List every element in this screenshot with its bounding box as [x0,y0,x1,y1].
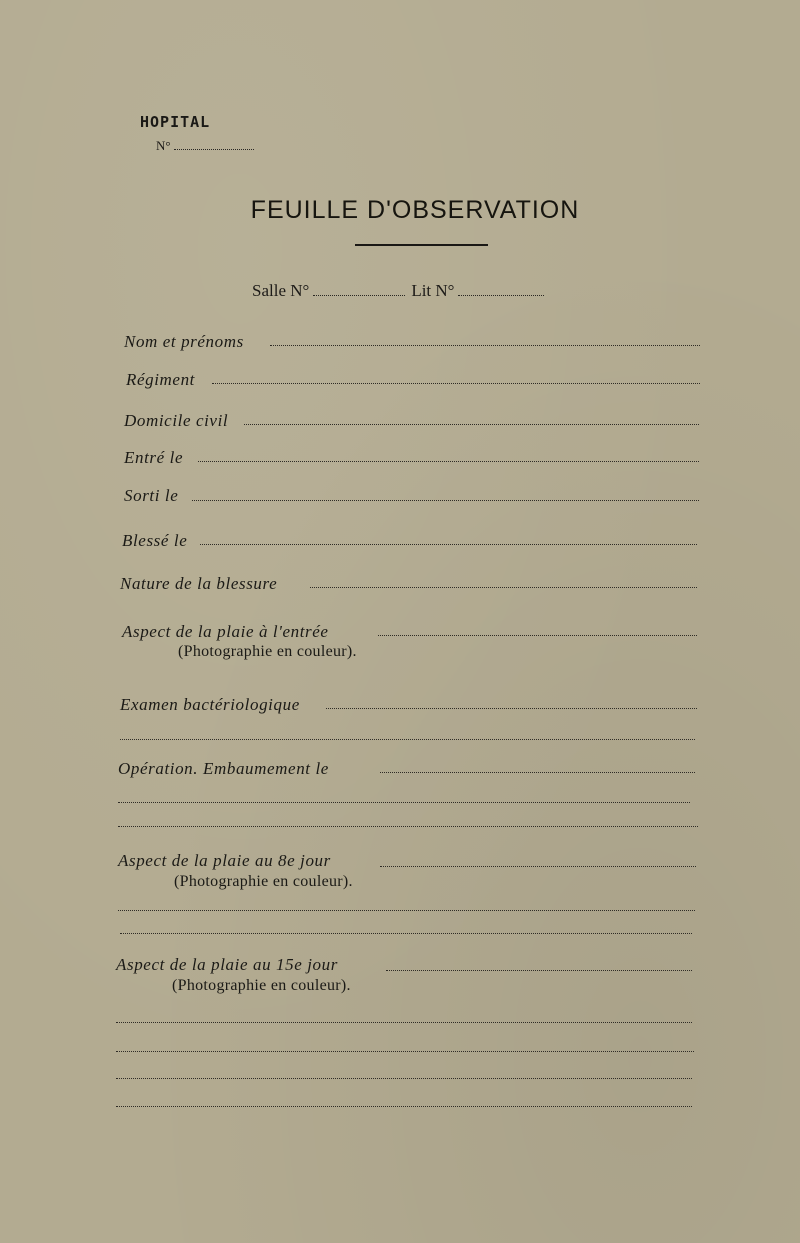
aspect-15-line-4[interactable] [116,1078,692,1079]
aspect-entree-caption: (Photographie en couleur). [178,643,357,660]
regiment-label: Régiment [126,370,195,389]
nature-line[interactable] [310,587,697,588]
nature-label: Nature de la blessure [120,574,278,593]
sorti-label: Sorti le [124,486,179,505]
entre-label: Entré le [124,448,184,467]
lit-line[interactable] [458,295,544,296]
aspect-15-line[interactable] [386,970,692,971]
nom-line[interactable] [270,345,700,346]
aspect-8-label: Aspect de la plaie au 8e jour [118,851,331,870]
aspect-15-line-3[interactable] [116,1051,694,1052]
examen-line-2[interactable] [120,739,695,740]
blesse-line[interactable] [200,544,697,545]
hospital-number-label: N° [156,138,171,153]
aspect-8-line[interactable] [380,866,696,867]
domicile-label: Domicile civil [124,411,229,430]
nom-label: Nom et prénoms [124,332,244,351]
hospital-number-line[interactable] [174,149,254,150]
hospital-number [156,138,254,154]
aspect-entree-label: Aspect de la plaie à l'entrée [122,622,329,641]
title-rule [355,244,488,246]
blesse-label: Blessé le [122,531,188,550]
operation-line[interactable] [380,772,695,773]
hospital-heading: HOPITAL [140,113,211,131]
aspect-8-line-2[interactable] [118,910,695,911]
ward-row [252,281,550,301]
aspect-15-label: Aspect de la plaie au 15e jour [116,955,338,974]
sorti-line[interactable] [192,500,699,501]
domicile-line[interactable] [244,424,699,425]
page-title: FEUILLE D'OBSERVATION [250,196,580,224]
examen-label: Examen bactériologique [120,695,300,714]
salle-label: Salle N° [252,281,310,300]
aspect-15-caption: (Photographie en couleur). [172,977,351,994]
aspect-15-line-5[interactable] [116,1106,692,1107]
lit-label: Lit N° [411,281,455,300]
operation-label: Opération. Embaumement le [118,759,329,778]
examen-line[interactable] [326,708,697,709]
aspect-entree-line[interactable] [378,635,697,636]
aspect-8-line-3[interactable] [120,933,692,934]
entre-line[interactable] [198,461,699,462]
operation-line-3[interactable] [118,826,698,827]
regiment-line[interactable] [212,383,700,384]
operation-line-2[interactable] [118,802,690,803]
salle-line[interactable] [313,295,405,296]
aspect-8-caption: (Photographie en couleur). [174,873,353,890]
aspect-15-line-2[interactable] [116,1022,692,1023]
